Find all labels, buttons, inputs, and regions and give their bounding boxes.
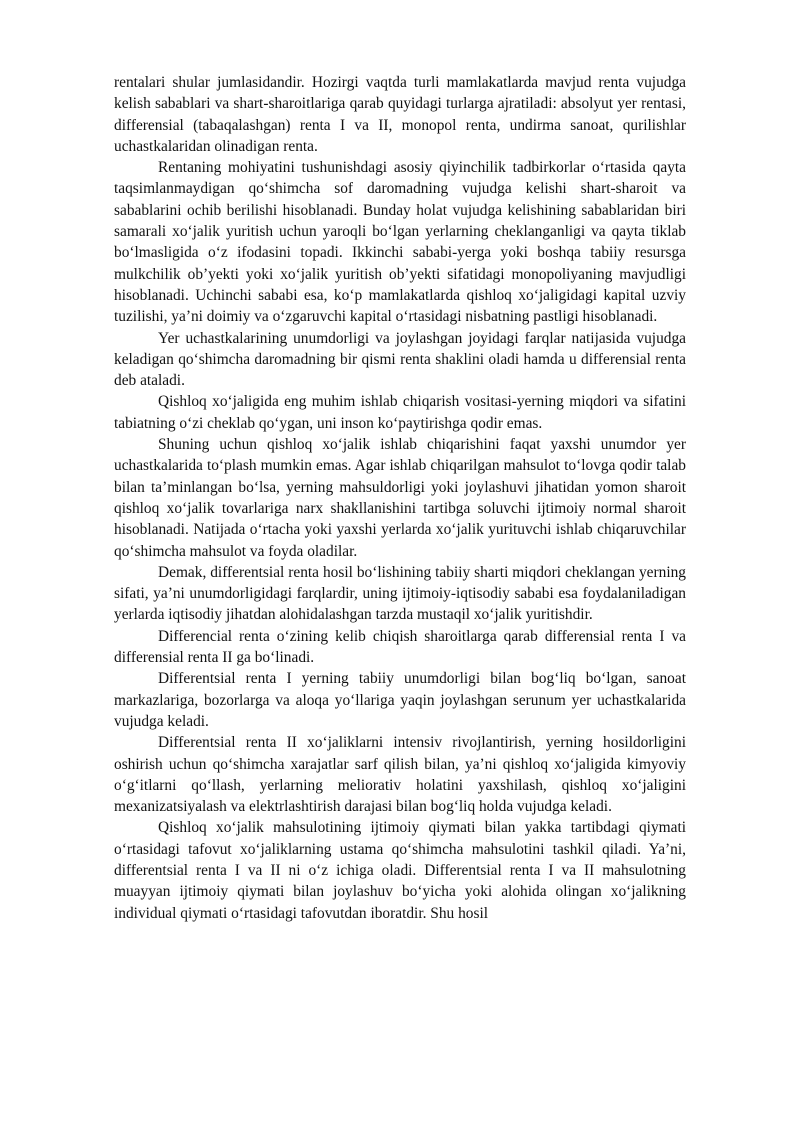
paragraph-8: Differentsial renta I yerning tabiiy unumdorligi bilan bog‘liq bo‘lgan, sanoat markazlariga, bozorlarga va aloqa yo‘llariga yaqin joylashgan serunum yer uchastkalarida vujudga keladi. — [114, 670, 686, 730]
paragraph-6: Demak, differentsial renta hosil bo‘lishining tabiiy sharti miqdori cheklangan yerning sifati, ya’ni unumdorligidagi farqlardir, uning ijtimoiy-iqtisodiy sababi esa foydalaniladigan yerlarda iqtisodiy jihatdan alohidalashgan tarzda mustaqil xo‘jalik yuritishdir. — [114, 563, 686, 624]
document-page — [114, 72, 686, 924]
paragraph-7: Differencial renta o‘zining kelib chiqish sharoitlarga qarab differensial renta I va differensial renta II ga bo‘linadi. — [114, 627, 686, 667]
paragraph-2: Rentaning mohiyatini tushunishdagi asosiy qiyinchilik tadbirkorlar o‘rtasida qayta taqsimlanmaydigan qo‘shimcha sof daromadning vujudga kelishi shart-sharoit va sabablarini ochib berilishi hisoblanadi. Bunday holat vujudga kelishining sabablaridan biri samarali xo‘jalik yuritish uchun yaroqli bo‘lgan yerlarning cheklanganligi va qayta tiklab bo‘lmasligida o‘z ifodasini topadi. Ikkinchi sababi-yerga yoki boshqa tabiiy resursga mulkchilik ob’yekti yoki xo‘jalik yuritish ob’yekti sifatidagi monopoliyaning mavjudligi hisoblanadi. Uchinchi sababi esa, ko‘p mamlakatlarda qishloq xo‘jaligidagi kapital uzviy tuzilishi, ya’ni doimiy va o‘zgaruvchi kapital o‘rtasidagi nisbatning pastligi hisoblanadi. — [114, 159, 686, 326]
paragraph-10: Qishloq xo‘jalik mahsulotining ijtimoiy qiymati bilan yakka tartibdagi qiymati o‘rtasidagi tafovut xo‘jaliklarning ustama qo‘shimcha mahsulotini tashkil qiladi. Ya’ni, differentsial renta I va II ni o‘z ichiga oladi. Differentsial renta I va II mahsulotning muayyan ijtimoiy qiymati bilan joylashuv bo‘yicha yoki alohida olingan xo‘jalikning individual qiymati o‘rtasidagi tafovutdan iboratdir. Shu hosil — [114, 819, 686, 922]
paragraph-9: Differentsial renta II xo‘jaliklarni intensiv rivojlantirish, yerning hosildorligini oshirish uchun qo‘shimcha xarajatlar sarf qilish bilan, ya’ni qishloq xo‘jaligida kimyoviy o‘g‘itlarni qo‘llash, yerlarning meliorativ holatini yaxshilash, qishloq xo‘jaligini mexanizatsiyalash va elektrlashtirish darajasi bilan bog‘liq holda vujudga keladi. — [114, 734, 686, 816]
paragraph-3: Yer uchastkalarining unumdorligi va joylashgan joyidagi farqlar natijasida vujudga keladigan qo‘shimcha daromadning bir qismi renta shaklini oladi hamda u differensial renta deb ataladi. — [114, 329, 686, 390]
paragraph-5: Shuning uchun qishloq xo‘jalik ishlab chiqarishini faqat yaxshi unumdor yer uchastkalarida to‘plash mumkin emas. Agar ishlab chiqarilgan mahsulot to‘lovga qodir talab bilan ta’minlangan bo‘lsa, yerning mahsuldorligi yoki joylashuvi jihatidan yomon sharoit qishloq xo‘jalik tovarlariga narx shakllanishini tartibga soluvchi ijtimoiy normal sharoit hisoblanadi. Natijada o‘rtacha yoki yaxshi yerlarda xo‘jalik yurituvchi ishlab chiqaruvchilar qo‘shimcha mahsulot va foyda oladilar. — [114, 436, 686, 560]
paragraph-1: rentalari shular jumlasidandir. Hozirgi vaqtda turli mamlakatlarda mavjud renta vujudga kelish sabablari va shart-sharoitlariga qarab quyidagi turlarga ajratiladi: absolyut yer rentasi, differensial (tabaqalashgan) renta I va II, monopol renta, undirma sanoat, qurilishlar uchastkalaridan olinadigan renta. — [114, 74, 686, 155]
paragraph-4: Qishloq xo‘jaligida eng muhim ishlab chiqarish vositasi-yerning miqdori va sifatini tabiatning o‘zi cheklab qo‘ygan, uni inson ko‘paytirishga qodir emas. — [114, 393, 686, 432]
